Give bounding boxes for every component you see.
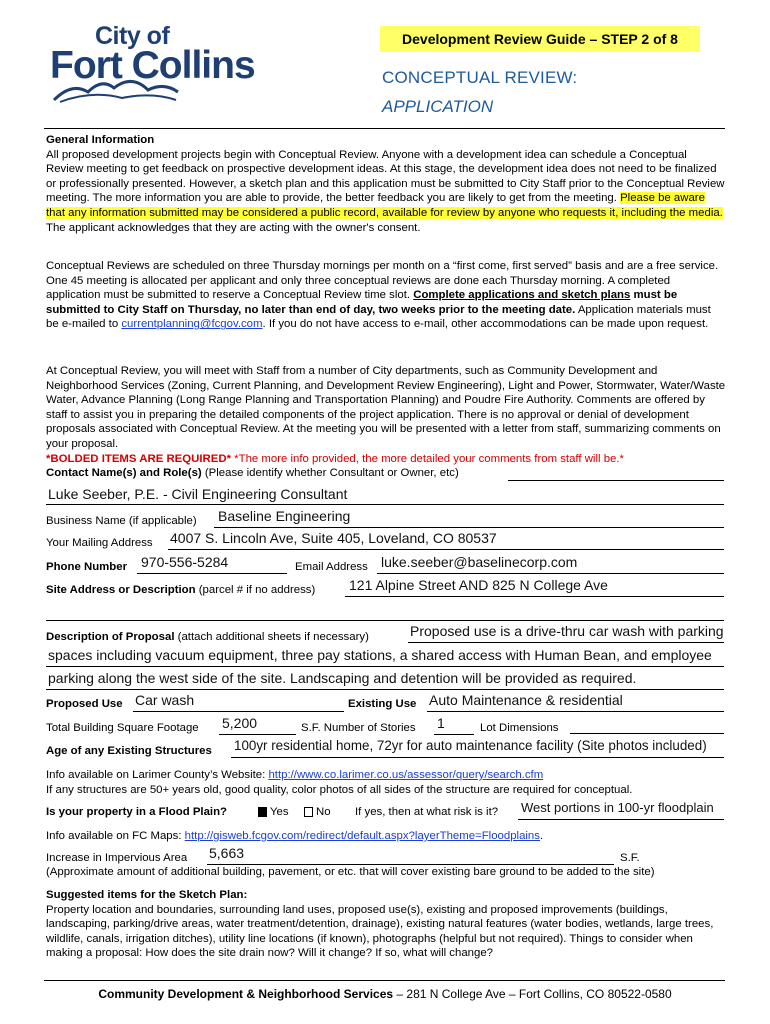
larimer-note: If any structures are 50+ years old, good quality, color photos of all sides of the structure are required for conceptual. <box>46 783 633 796</box>
page-subtitle: APPLICATION <box>382 97 494 116</box>
age-value: 100yr residential home, 72yr for auto maintenance facility (Site photos included) <box>234 738 707 753</box>
flood-label: Is your property in a Flood Plain? <box>46 806 228 818</box>
logo-mountain-icon <box>52 70 182 104</box>
age-field[interactable] <box>231 737 724 758</box>
site-extra-line <box>46 620 724 621</box>
description-hint: (attach additional sheets if necessary) <box>174 631 369 643</box>
impervious-note: (Approximate amount of additional building, pavement, or etc. that will cover existing bare ground to be added to the site) <box>46 866 655 878</box>
business-value: Baseline Engineering <box>218 508 351 524</box>
flood-risk-label: If yes, then at what risk is it? <box>355 806 499 818</box>
mailing-field[interactable] <box>168 529 724 550</box>
general-section <box>46 133 726 235</box>
general-paragraph-3 <box>46 364 726 466</box>
p2-bold: must be submitted to City Staff on Thursday, no later than end of day, two weeks prior to the meeting date. <box>46 289 678 316</box>
phone-value: 970-556-5284 <box>141 554 229 570</box>
existing-use-label: Existing Use <box>348 698 417 710</box>
description-value-2: spaces including vacuum equipment, three pay stations, a shared access with Human Bean, and employee <box>48 647 712 663</box>
flood-yes-label: Yes <box>270 806 289 818</box>
footer-department: Community Development & Neighborhood Services <box>98 987 394 1001</box>
larimer-text: Info available on Larimer County’s Website: <box>46 769 269 781</box>
sketch-text: Property location and boundaries, surrounding land uses, proposed use(s), existing and proposed improvements (buildings, landscaping, parking/drive areas, water treatment/detention, drainage), existing natural features (water bodies, wetlands, large trees, wildlife, canals, irrigation ditches), utility line locations (if known), photographs (helpful but not required). Things to consider when making a proposal: How does the site drain now? Will it change? If so, what will change? <box>46 903 714 960</box>
contact-row <box>46 467 726 479</box>
description-value-1: Proposed use is a drive-thru car wash with parking <box>410 623 724 639</box>
header-divider <box>44 128 725 129</box>
footer <box>0 987 770 1001</box>
stories-field[interactable] <box>434 714 474 735</box>
flood-risk-field[interactable] <box>518 799 724 820</box>
fcmaps-info <box>46 829 726 844</box>
step-label: Development Review Guide – STEP 2 of 8 <box>380 26 700 52</box>
sqft-field[interactable] <box>219 714 296 735</box>
existing-use-value: Auto Maintenance & residential <box>429 692 623 708</box>
footer-address: – 281 N College Ave – Fort Collins, CO 80522-0580 <box>393 987 672 1001</box>
general-paragraph-1 <box>46 148 726 236</box>
page-title: CONCEPTUAL REVIEW: <box>382 68 578 87</box>
flood-no-option[interactable] <box>304 806 331 818</box>
larimer-info <box>46 768 726 797</box>
description-field-2[interactable] <box>46 646 724 667</box>
description-label: Description of Proposal <box>46 631 175 643</box>
contact-line <box>508 480 724 481</box>
email-label: Email Address <box>295 561 368 573</box>
age-label: Age of any Existing Structures <box>46 745 212 757</box>
fcmaps-link[interactable]: http://gisweb.fcgov.com/redirect/default.aspx?layerTheme=Floodplains <box>184 830 540 842</box>
impervious-label: Increase in Impervious Area <box>46 852 188 864</box>
flood-yes-checkbox[interactable] <box>258 807 267 817</box>
site-value: 121 Alpine Street AND 825 N College Ave <box>349 577 608 593</box>
sketch-section <box>46 888 726 961</box>
p2-bold-underline: Complete applications and sketch plans <box>413 289 631 302</box>
p2-text: Conceptual Reviews are scheduled on three Thursday mornings per month on a “first come, first served” basis and are a free service. One 45 meeting is allocated per applicant and only three conceptual reviews are done each Thursday morning. A completed application must be submitted to reserve a Conceptual Review time slot. <box>46 260 719 302</box>
p2-text-d: . If you do not have access to e-mail, other accommodations can be made upon request. <box>262 318 709 331</box>
phone-label: Phone Number <box>46 561 128 573</box>
site-hint: (parcel # if no address) <box>195 584 316 596</box>
impervious-value: 5,663 <box>209 845 245 861</box>
contact-field[interactable] <box>46 485 724 505</box>
contact-value: Luke Seeber, P.E. - Civil Engineering Consultant <box>48 486 348 502</box>
existing-use-field[interactable] <box>427 691 724 712</box>
description-field-3[interactable] <box>46 669 724 690</box>
p2-text-c: Application materials must be e-mailed to <box>46 303 711 331</box>
fcmaps-text: Info available on FC Maps: <box>46 830 185 842</box>
lot-label: Lot Dimensions <box>480 722 559 734</box>
description-field-1[interactable] <box>408 622 724 643</box>
email-link[interactable]: currentplanning@fcgov.com <box>121 318 263 331</box>
description-value-3: parking along the west side of the site. Landscaping and detention will be provided as required. <box>48 670 637 686</box>
business-field[interactable] <box>214 507 724 528</box>
fcmaps-end: . <box>539 830 544 842</box>
general-paragraph-2 <box>46 259 726 332</box>
mailing-value: 4007 S. Lincoln Ave, Suite 405, Loveland, CO 80537 <box>170 530 497 546</box>
description-row <box>46 631 369 643</box>
required-bold-note: *BOLDED ITEMS ARE REQUIRED* <box>46 452 232 465</box>
site-label: Site Address or Description <box>46 584 196 596</box>
email-field[interactable] <box>377 553 724 574</box>
impervious-field[interactable] <box>207 844 614 865</box>
proposed-use-value: Car wash <box>135 692 195 708</box>
impervious-unit: S.F. <box>620 852 640 864</box>
mailing-label: Your Mailing Address <box>46 537 153 549</box>
contact-hint: (Please identify whether Consultant or Owner, etc) <box>201 467 459 479</box>
email-value: luke.seeber@baselinecorp.com <box>381 554 578 570</box>
flood-yes-option[interactable] <box>258 806 289 818</box>
p1-text-end: The applicant acknowledges that they are acting with the owner's consent. <box>46 221 421 234</box>
sqft-label: Total Building Square Footage <box>46 722 199 734</box>
proposed-use-label: Proposed Use <box>46 698 123 710</box>
business-label: Business Name (if applicable) <box>46 515 197 527</box>
required-note: *The more info provided, the more detailed your comments from staff will be.* <box>231 452 624 465</box>
stories-label: S.F. Number of Stories <box>301 722 416 734</box>
lot-field[interactable] <box>570 733 724 734</box>
logo-city-of: City of <box>95 22 170 50</box>
site-field[interactable] <box>345 576 724 597</box>
sketch-heading: Suggested items for the Sketch Plan: <box>46 889 248 901</box>
site-row <box>46 584 315 596</box>
flood-no-label: No <box>316 806 331 818</box>
flood-risk-value: West portions in 100-yr floodplain <box>521 800 714 815</box>
larimer-link[interactable]: http://www.co.larimer.co.us/assessor/query/search.cfm <box>268 769 544 781</box>
proposed-use-field[interactable] <box>133 691 344 712</box>
logo-fort-collins: Fort Collins <box>50 44 255 87</box>
p1-text: All proposed development projects begin with Conceptual Review. Anyone with a development idea can schedule a Conceptual Review meeting to get feedback on prospective development ideas. At this stage, the development idea does not need to be finalized or professionally presented. However, a sketch plan and this application must be submitted to City Staff prior to the Conceptual Review meeting. The more information you are able to provide, the better feedback you are likely to get from the meeting. <box>46 148 725 205</box>
sqft-value: 5,200 <box>222 715 258 731</box>
public-record-notice: Please be aware that any information submitted may be considered a public record, available for review by anyone who requests it, including the media. <box>46 192 723 219</box>
flood-no-checkbox[interactable] <box>304 807 313 817</box>
p3-text: At Conceptual Review, you will meet with Staff from a number of City departments, such as Community Development and Neighborhood Services (Zoning, Current Planning, and Development Review Engineering), Light and Power, Stormwater, Water/Waste Water, Advance Planning (Long Range Planning and Transportation Planning) and Poudre Fire Authority. Comments are offered by staff to assist you in preparing the detailed components of the project application. There is no approval or denial of development proposals associated with Conceptual Review. At the meeting you will be presented with a letter from staff, summarizing comments on your proposal. <box>46 365 726 450</box>
stories-value: 1 <box>437 715 445 731</box>
footer-divider <box>44 980 725 981</box>
general-heading: General Information <box>46 134 155 146</box>
contact-label: Contact Name(s) and Role(s) <box>46 467 202 479</box>
phone-field[interactable] <box>137 553 287 574</box>
